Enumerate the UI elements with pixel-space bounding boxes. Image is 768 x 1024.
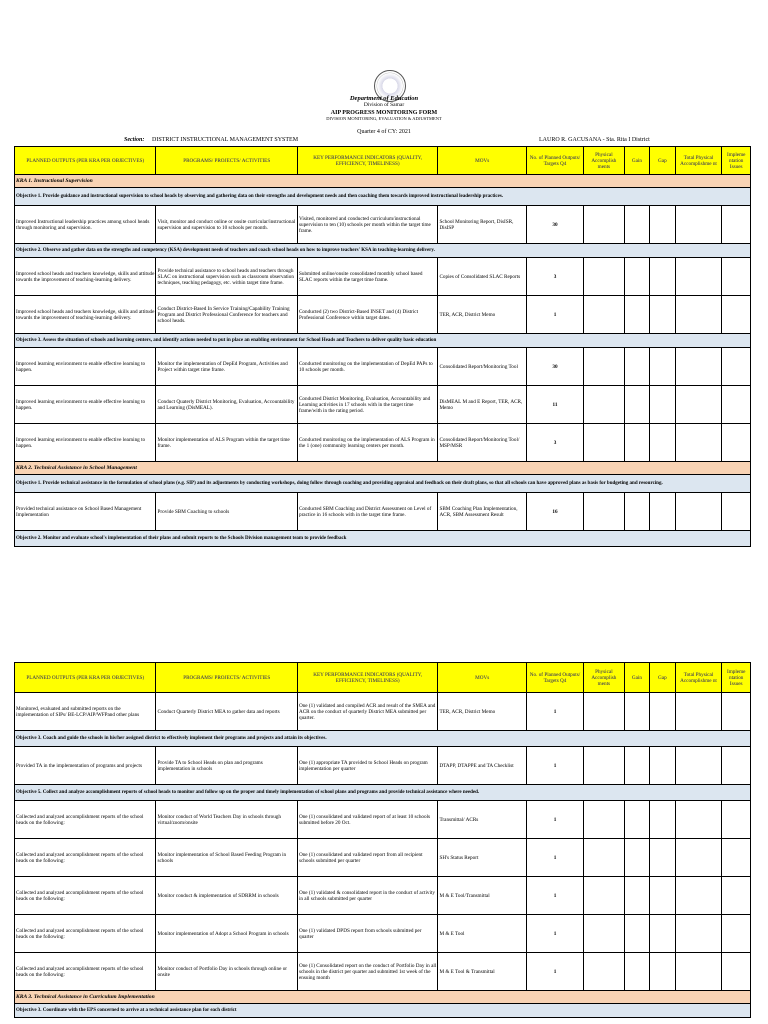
col-programs: PROGRAMS/ PROJECTS/ ACTIVITIES xyxy=(156,663,297,693)
table-row: Provided technical assistance on School Based Management Implementation Provide SBM Coaching to schools Conducted SBM Coaching and District Assessment on Level of practice in 16 schools with in the target time frame. SBM Coaching Plan Implementation, ACR, SBM Assessment Result 16 xyxy=(15,493,751,531)
table-row: Provided TA in the implementation of programs and projects Provide TA to School Heads on plan and programs implementation in schools One (1) appropriate TA provided to School Heads on program implementation per quarter DTAPP, DTAPPE and TA Checklist 1 xyxy=(15,747,751,785)
division-name: Division of Samar xyxy=(363,102,405,108)
table-row: Collected and analyzed accomplishment reports of the school heads on the following: Monitor conduct of World Teachers Day in schools through virtual/zoom/onsite One (1) consolidated and validated report of at least 10 schools submitted before 20 Oct. Transmittal/ ACRs 1 xyxy=(15,801,751,839)
table-row: Collected and analyzed accomplishment reports of the school heads on the following: Monitor implementation of School Based Feeding Program in schools One (1) consolidated and validated report from all recipient schools submitted per quarter SH's Status Report 1 xyxy=(15,839,751,877)
section-label: Section: xyxy=(124,137,145,143)
table-row: Collected and analyzed accomplishment reports of the school heads on the following: Monitor conduct & implementation of SDRRM in schools One (1) validated & consolidated report in the conduct of activity in all schools submitted per quarter M & E Tool/Transmittal 1 xyxy=(15,877,751,915)
col-movs: MOVs xyxy=(438,147,527,175)
col-total: Total Physical Accomplishme nt xyxy=(675,663,722,693)
table-row: Improved school heads and teachers knowledge, skills and attitude towards the improvement of teaching-learning delivery. Provide technical assistance to school heads and teachers through SLAC on instructional supervision such as classroom observation techniques, teaching pedagogy, etc. within target time frame. Submitted online/onsite consolidated monthly school based SLAC reports within the target time frame. Copies of Consolidated SLAC Reports 3 xyxy=(15,258,751,296)
district-label: LAURO R. GACUSANA - Sta. Rita I District xyxy=(539,137,650,143)
col-planned-outputs: PLANNED OUTPUTS (PER KRA PER OBJECTIVES) xyxy=(15,663,156,693)
quarter-label: Quarter 4 of CY: 2021 xyxy=(357,129,411,135)
table-row: Improved school heads and teachers knowledge, skills and attitude towards the improvement of teaching-learning delivery. Conduct District-Based In Service Training/Capability Training Program and District Professional Conference for teachers and school heads. Conducted (2) two District-Based INSET and (4) District Professional Conference within target dates. TER, ACR, District Memo 1 xyxy=(15,296,751,334)
col-issues: Impleme ntation Issues xyxy=(722,147,751,175)
col-kpi: KEY PERFORMANCE INDICATORS (QUALITY, EFFICIENCY, TIMELINESS) xyxy=(297,147,437,175)
table-row: Collected and analyzed accomplishment reports of the school heads on the following: Monitor implementation of Adopt a School Program in schools One (1) validated DPDS report from schools submitted per quarter M & E Tool 1 xyxy=(15,915,751,953)
col-gain: Gain xyxy=(624,663,649,693)
unit-name: DIVISION MONITORING, EVALUATION & ADJUSTMENT xyxy=(326,116,442,121)
col-physical: Physical Accomplish ments xyxy=(584,663,625,693)
header-row xyxy=(15,663,751,693)
col-gap: Gap xyxy=(650,663,675,693)
col-issues: Impleme ntation Issues xyxy=(722,663,751,693)
objective-row: Objective 3. Coordinate with the EPS concerned to arrive at a technical assistance plan for each district xyxy=(15,1004,751,1018)
col-targets: No. of Planned Outputs/ Targets Q4 xyxy=(527,147,584,175)
col-movs: MOVs xyxy=(438,663,527,693)
objective-row: Objective 5. Collect and analyze accomplishment reports of school heads to monitor and follow up on the proper and timely implementation of school plans and programs and provide technical assistance where needed. xyxy=(15,785,751,801)
kra-row: KRA 3. Technical Assistance in Curriculum Implementation xyxy=(15,991,751,1004)
monitoring-table-1 xyxy=(14,146,751,547)
objective-row: Objective 3. Coach and guide the schools in his/her assigned district to effectively implement their programs and projects and attain its objectives. xyxy=(15,731,751,747)
form-title: AIP PROGRESS MONITORING FORM xyxy=(330,110,438,116)
col-planned-outputs: PLANNED OUTPUTS (PER KRA PER OBJECTIVES) xyxy=(15,147,156,175)
table-row: Improved Instructional leadership practices among school heads through monitoring and supervision. Visit, monitor and conduct online or onsite curricular/instructional supervision and supervision to 10 schools per month. Visited, monitored and conducted curriculum/instructional supervision to ten (10) schools per month within the target time frame. School Monitoring Report, DisISR, DisISP 30 xyxy=(15,206,751,244)
table-row: Monitored, evaluated and submitted reports on the implementation of SIPs/ BE-LCP/AIP/WFPand other plans Conduct Quarterly District MEA to gather data and reports One (1) validated and compiled ACR and result of the SMEA and ACR on the conduct of quarterly District MEA submitted per quarter. TER, ACR, District Memo 1 xyxy=(15,693,751,731)
objective-row: Objective 2. Observe and gather data on the strengths and competency (KSA) development needs of teachers and coach school heads on how to improve teachers' KSA in teaching-learning delivery. xyxy=(15,244,751,258)
col-gap: Gap xyxy=(650,147,675,175)
table-row: Improved learning environment to enable effective learning to happen. Monitor implementation of ALS Program within the target time frame. Conducted monitoring on the implementation of ALS Program in the 1 (one) community learning centers per month. Consolidated Report/Monitoring Tool/ MSP/MSR 3 xyxy=(15,424,751,462)
agency-name: Department of Education xyxy=(349,95,419,102)
col-gain: Gain xyxy=(624,147,649,175)
table-row: Improved learning environment to enable effective learning to happen. Conduct Quaterly District Monitoring, Evaluation, Accountability and Learning (DisMEAL). Conducted District Monitoring, Evaluation, Accountability and Learning activities in 17 schools with in the target time frame/with in the rating period. DisMEAL M and E Report, TER, ACR, Memo 11 xyxy=(15,386,751,424)
col-targets: No. of Planned Outputs/ Targets Q4 xyxy=(527,663,584,693)
col-kpi: KEY PERFORMANCE INDICATORS (QUALITY, EFFICIENCY, TIMELINESS) xyxy=(297,663,437,693)
monitoring-table-2 xyxy=(14,662,751,1018)
section-value: DISTRICT INSTRUCTIONAL MANAGEMENT SYSTEM xyxy=(152,137,299,143)
col-total: Total Physical Accomplishme nt xyxy=(675,147,722,175)
objective-row: Objective 3. Assess the situation of schools and learning centers, and identify actions needed to put in place an enabling environment for School Heads and Teachers to deliver quality basic education xyxy=(15,334,751,348)
table-row: Improved learning environment to enable effective learning to happen. Monitor the implementation of DepEd Program, Activities and Project within target time frame. Conducted monitoring on the implementation of DepEd PAPs to 10 schools per month. Consolidated Report/Monitoring Tool 30 xyxy=(15,348,751,386)
col-programs: PROGRAMS/ PROJECTS/ ACTIVITIES xyxy=(156,147,297,175)
kra-row: KRA 1. Instructional Supervision xyxy=(15,175,751,188)
col-physical: Physical Accomplish ments xyxy=(584,147,625,175)
objective-row: Objective 1. Provide technical assistance in the formulation of school plans (e.g. SIP) and its adjustments by conducting workshops, doing follow through coaching and providing appraisal and feedback on their draft plans, so that all schools can have approved plans as basis for budgeting and resourcing. xyxy=(15,475,751,493)
header-row xyxy=(15,147,751,175)
objective-row: Objective 2. Monitor and evaluate school's implementation of their plans and submit reports to the Schools Division management team to provide feedback xyxy=(15,531,751,547)
kra-row: KRA 2. Technical Assistance in School Management xyxy=(15,462,751,475)
table-row: Collected and analyzed accomplishment reports of the school heads on the following: Monitor conduct of Portfolio Day in schools through online or onsite One (1) Consolidated report on the conduct of Portfolio Day in all schools in the district per quarter and submitted 1st week of the ensuing month M & E Tool & Transmittal 1 xyxy=(15,953,751,991)
objective-row: Objective 1. Provide guidance and instructional supervision to school heads by observing and gathering data on their strengths and development needs and then coaching them towards improved instructional leadership practices. xyxy=(15,188,751,206)
